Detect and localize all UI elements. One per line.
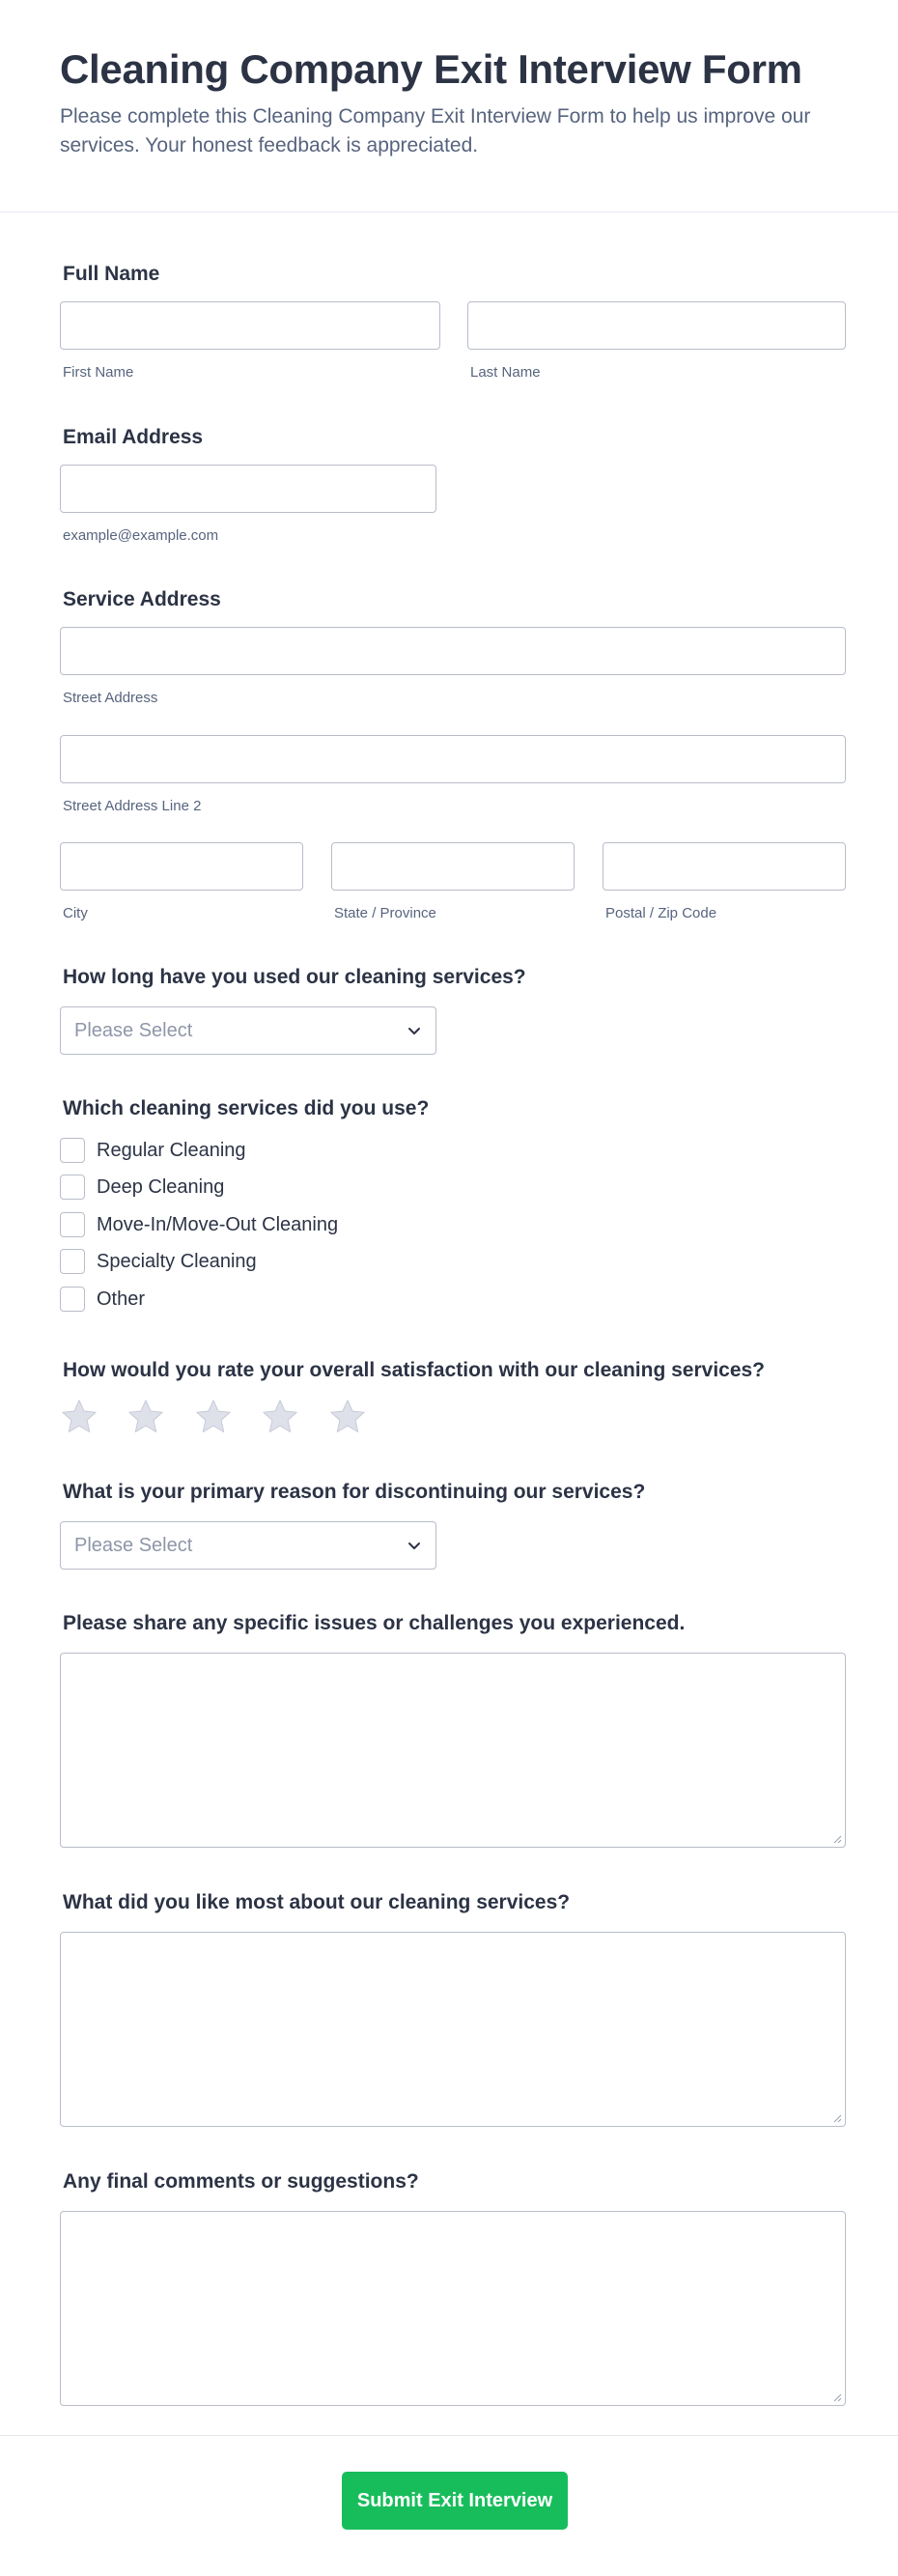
page-subtitle: Please complete this Cleaning Company Exit Interview Form to help us improve our services. Your honest feedback is appreciated. [60, 105, 811, 156]
duration-select[interactable] [60, 1006, 436, 1055]
street-address-input[interactable] [60, 627, 846, 675]
state-sublabel: State / Province [334, 905, 436, 921]
zip-sublabel: Postal / Zip Code [605, 905, 717, 921]
star-icon[interactable] [326, 1397, 369, 1437]
state-input[interactable] [331, 842, 575, 891]
city-sublabel: City [63, 905, 88, 921]
email-sublabel: example@example.com [63, 527, 219, 544]
checkbox[interactable] [60, 1175, 85, 1200]
checkbox[interactable] [60, 1212, 85, 1237]
issues-textarea[interactable] [60, 1653, 846, 1848]
chevron-down-icon [405, 1021, 424, 1040]
star-icon[interactable] [58, 1397, 100, 1437]
liked-textarea[interactable] [60, 1932, 846, 2127]
chevron-down-icon [405, 1536, 424, 1555]
star-icon[interactable] [192, 1397, 235, 1437]
footer-divider [0, 2435, 898, 2436]
liked-label: What did you like most about our cleaning services? [63, 1891, 571, 1913]
street-address-sublabel: Street Address [63, 690, 158, 706]
reason-label: What is your primary reason for discontinuing our services? [63, 1481, 646, 1503]
duration-select-value: Please Select [74, 1020, 193, 1041]
form-header [0, 0, 898, 212]
star-icon[interactable] [125, 1397, 167, 1437]
issues-label: Please share any specific issues or challenges you experienced. [63, 1612, 686, 1634]
resize-handle-icon[interactable] [832, 1834, 842, 1844]
email-input[interactable] [60, 465, 436, 513]
submit-button[interactable]: Submit Exit Interview [342, 2472, 568, 2530]
services-label: Which cleaning services did you use? [63, 1097, 430, 1119]
city-input[interactable] [60, 842, 303, 891]
comments-label: Any final comments or suggestions? [63, 2170, 419, 2193]
duration-label: How long have you used our cleaning services? [63, 966, 526, 988]
first-name-sublabel: First Name [63, 364, 134, 381]
street-address-line2-sublabel: Street Address Line 2 [63, 798, 202, 814]
page-title: Cleaning Company Exit Interview Form [60, 46, 802, 92]
checkbox-label: Move-In/Move-Out Cleaning [97, 1214, 339, 1235]
street-address-line2-input[interactable] [60, 735, 846, 783]
checkbox[interactable] [60, 1249, 85, 1274]
checkbox-label: Deep Cleaning [97, 1176, 225, 1198]
resize-handle-icon[interactable] [832, 2392, 842, 2402]
checkbox-label: Specialty Cleaning [97, 1251, 257, 1272]
checkbox-label: Other [97, 1288, 146, 1310]
full-name-label: Full Name [63, 263, 160, 285]
comments-textarea[interactable] [60, 2211, 846, 2406]
service-address-label: Service Address [63, 588, 221, 610]
zip-input[interactable] [603, 842, 846, 891]
last-name-input[interactable] [467, 301, 846, 350]
resize-handle-icon[interactable] [832, 2113, 842, 2123]
reason-select[interactable] [60, 1521, 436, 1570]
reason-select-value: Please Select [74, 1535, 193, 1556]
checkbox[interactable] [60, 1287, 85, 1312]
first-name-input[interactable] [60, 301, 440, 350]
star-icon[interactable] [259, 1397, 301, 1437]
rating-label: How would you rate your overall satisfaction with our cleaning services? [63, 1359, 766, 1381]
last-name-sublabel: Last Name [470, 364, 541, 381]
checkbox[interactable] [60, 1138, 85, 1163]
checkbox-label: Regular Cleaning [97, 1140, 246, 1161]
email-label: Email Address [63, 426, 204, 448]
